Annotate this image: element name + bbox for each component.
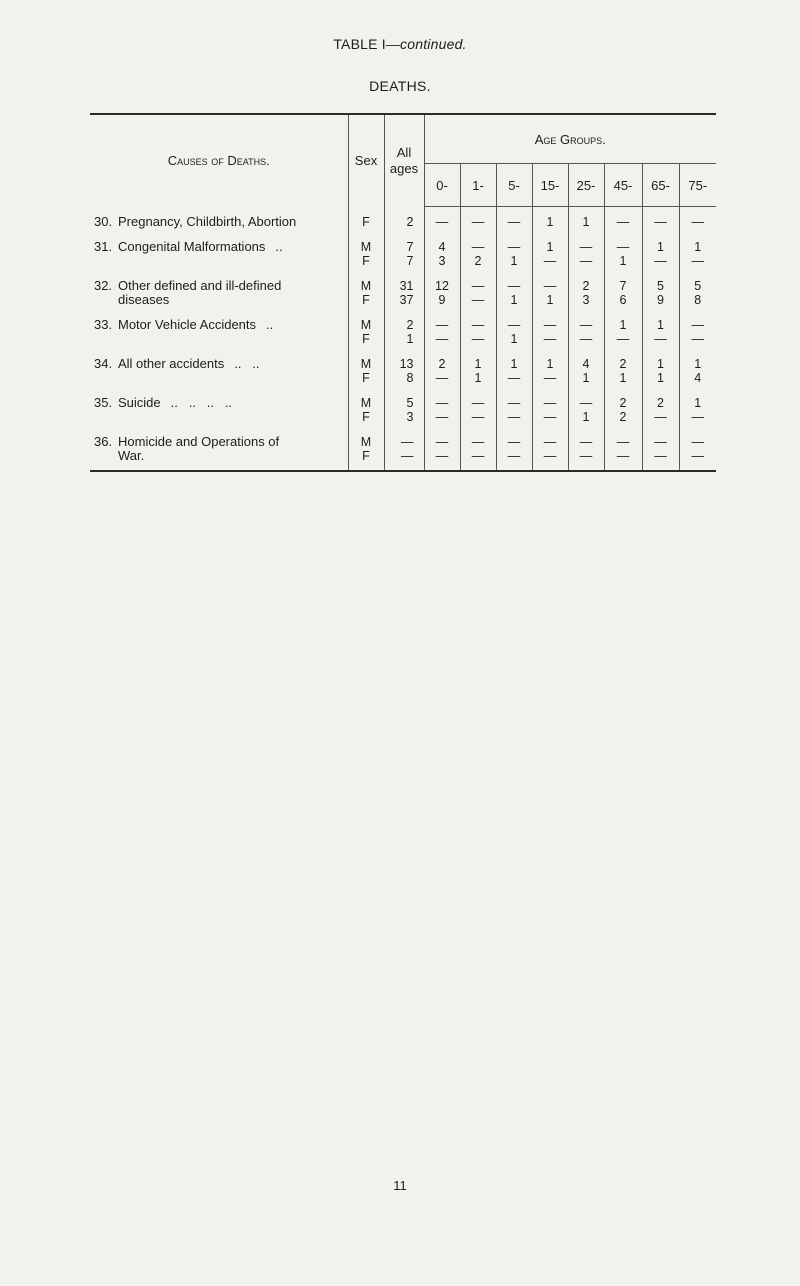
- age-cell: 3: [568, 293, 604, 308]
- age-cell: 6: [604, 293, 642, 308]
- age-cell: 1: [496, 254, 532, 269]
- all-ages-cell: 1: [384, 332, 424, 347]
- age-cell: —: [532, 435, 568, 450]
- table-row: [90, 371, 716, 386]
- spacer-cell: [679, 269, 716, 279]
- age-cell: 1: [694, 395, 702, 410]
- sex-cell: F: [348, 254, 384, 269]
- age-cell: —: [460, 396, 496, 411]
- age-cell: —: [691, 410, 704, 424]
- page-number: 11: [393, 1178, 407, 1193]
- spacer-cell: [384, 230, 424, 240]
- age-cell: —: [691, 332, 704, 346]
- age-cell: —: [424, 332, 460, 347]
- age-cell: 9: [424, 293, 460, 308]
- age-cell: —: [532, 318, 568, 333]
- age-cell: 2: [424, 357, 460, 372]
- spacer-cell: [568, 347, 604, 357]
- age-cell: 1: [496, 357, 532, 372]
- table-row: [90, 410, 716, 425]
- sex-cell: F: [348, 449, 384, 471]
- spacer-cell: [460, 230, 496, 240]
- spacer-cell: [384, 269, 424, 279]
- table-row: [90, 279, 716, 294]
- age-cell: —: [532, 371, 568, 386]
- age-cell: —: [460, 279, 496, 294]
- age-cell: 1: [568, 410, 604, 425]
- age-cell: 1: [568, 207, 604, 230]
- age-cell: —: [642, 332, 679, 347]
- header-age-2: 5-: [496, 164, 532, 207]
- cause-cell: [90, 207, 348, 230]
- cause-cell: [90, 371, 348, 386]
- spacer-cell: [348, 308, 384, 318]
- sex-cell: F: [348, 293, 384, 308]
- spacer-cell: [496, 308, 532, 318]
- sex-cell: F: [348, 371, 384, 386]
- age-cell: 9: [642, 293, 679, 308]
- cause-cell: [90, 357, 348, 372]
- age-cell: —: [532, 332, 568, 347]
- age-cell: 8: [694, 293, 702, 307]
- spacer-cell: [532, 269, 568, 279]
- spacer-cell: [348, 269, 384, 279]
- spacer-cell: [348, 386, 384, 396]
- age-cell: —: [424, 449, 460, 471]
- cause-label: Congenital Malformations: [118, 238, 266, 254]
- age-cell: —: [604, 240, 642, 255]
- age-cell: 2: [568, 279, 604, 294]
- cause-number: 36.: [94, 433, 113, 449]
- table-row: [90, 240, 716, 255]
- table-title: [0, 36, 800, 52]
- cause-number: 34.: [94, 355, 113, 371]
- age-cell: —: [691, 434, 704, 449]
- age-cell: —: [424, 435, 460, 450]
- age-cell: —: [532, 449, 568, 471]
- spacer-cell: [460, 308, 496, 318]
- table-row: [90, 293, 716, 308]
- spacer-cell: [532, 347, 568, 357]
- spacer-cell: [604, 308, 642, 318]
- age-cell: —: [424, 207, 460, 230]
- spacer-cell: [384, 425, 424, 435]
- cause-label: Homicide and Operations of: [118, 433, 280, 449]
- spacer-cell: [679, 230, 716, 240]
- spacer-cell: [348, 425, 384, 435]
- sex-cell: M: [348, 318, 384, 333]
- all-ages-cell: 8: [384, 371, 424, 386]
- spacer-cell: [642, 308, 679, 318]
- age-cell: —: [460, 435, 496, 450]
- cause-label: diseases: [118, 292, 170, 307]
- age-cell: 12: [424, 279, 460, 294]
- age-cell: 2: [604, 357, 642, 372]
- age-cell: —: [460, 318, 496, 333]
- spacer-cell: [604, 425, 642, 435]
- age-cell: 4: [424, 240, 460, 255]
- spacer-cell: [604, 347, 642, 357]
- age-cell: —: [460, 240, 496, 255]
- header-age-6: 65-: [642, 164, 679, 207]
- age-cell: 4: [568, 357, 604, 372]
- spacer-cell: [642, 386, 679, 396]
- age-cell: 2: [604, 410, 642, 425]
- age-cell: —: [496, 279, 532, 294]
- age-cell: 1: [532, 357, 568, 372]
- spacer-cell: [460, 347, 496, 357]
- age-cell: 5: [694, 278, 702, 293]
- spacer-cell: [348, 230, 384, 240]
- leader-dots: .. .. .. ..: [170, 394, 233, 410]
- age-cell: —: [691, 215, 704, 229]
- age-cell: —: [642, 410, 679, 425]
- cause-label: Other defined and ill-defined: [118, 277, 282, 293]
- age-cell: —: [532, 279, 568, 294]
- table-title-main: TABLE I: [333, 36, 386, 52]
- age-cell: 1: [496, 332, 532, 347]
- age-cell: —: [424, 396, 460, 411]
- age-cell: —: [568, 332, 604, 347]
- spacer-cell: [642, 347, 679, 357]
- header-age-5: 45-: [604, 164, 642, 207]
- age-cell: —: [604, 435, 642, 450]
- spacer-cell: [496, 230, 532, 240]
- age-cell: —: [604, 449, 642, 471]
- spacer-cell: [532, 386, 568, 396]
- table-row: [90, 254, 716, 269]
- all-ages-cell: —: [384, 435, 424, 450]
- age-cell: —: [568, 254, 604, 269]
- sex-cell: M: [348, 279, 384, 294]
- cause-number: 35.: [94, 394, 113, 410]
- deaths-table: [90, 113, 716, 472]
- table-subtitle: DEATHS.: [369, 78, 431, 94]
- header-causes: Causes of Deaths.: [90, 114, 348, 207]
- age-cell: —: [496, 449, 532, 471]
- spacer-cell: [496, 347, 532, 357]
- all-ages-cell: 7: [384, 254, 424, 269]
- age-cell: —: [424, 371, 460, 386]
- spacer-cell: [424, 425, 460, 435]
- spacer-cell: [604, 230, 642, 240]
- age-cell: 1: [460, 357, 496, 372]
- spacer-cell: [424, 347, 460, 357]
- all-ages-cell: 2: [384, 318, 424, 333]
- spacer-cell: [496, 269, 532, 279]
- age-cell: —: [460, 293, 496, 308]
- age-cell: —: [642, 449, 679, 471]
- row-spacer: [90, 386, 716, 396]
- spacer-cell: [424, 269, 460, 279]
- table-title-suffix: —continued.: [385, 36, 467, 52]
- table-row: [90, 318, 716, 333]
- age-cell: —: [496, 435, 532, 450]
- cause-cell: [90, 410, 348, 425]
- spacer-cell: [424, 308, 460, 318]
- spacer-cell: [384, 347, 424, 357]
- header-all-ages: All ages: [384, 114, 424, 207]
- spacer-cell: [460, 386, 496, 396]
- spacer-cell: [568, 308, 604, 318]
- cause-label: Motor Vehicle Accidents: [118, 316, 257, 332]
- spacer-cell: [679, 308, 716, 318]
- header-age-groups: Age Groups.: [424, 114, 716, 164]
- age-cell: 1: [642, 240, 679, 255]
- age-cell: 1: [532, 207, 568, 230]
- age-cell: —: [460, 332, 496, 347]
- age-cell: 1: [642, 357, 679, 372]
- age-cell: 2: [604, 396, 642, 411]
- age-cell: 4: [694, 371, 702, 385]
- sex-cell: M: [348, 357, 384, 372]
- age-cell: 1: [642, 318, 679, 333]
- cause-label: War.: [118, 448, 145, 463]
- spacer-cell: [568, 386, 604, 396]
- all-ages-cell: 31: [384, 279, 424, 294]
- age-cell: 1: [532, 293, 568, 308]
- age-cell: 1: [604, 254, 642, 269]
- age-cell: —: [604, 207, 642, 230]
- table-row: [90, 207, 716, 230]
- sex-cell: M: [348, 240, 384, 255]
- spacer-cell: [460, 269, 496, 279]
- spacer-cell: [532, 230, 568, 240]
- age-cell: 1: [604, 371, 642, 386]
- all-ages-cell: 3: [384, 410, 424, 425]
- cause-label: Suicide: [118, 394, 161, 410]
- spacer-cell: [604, 386, 642, 396]
- header-age-4: 25-: [568, 164, 604, 207]
- table-row: [90, 449, 716, 471]
- sex-cell: F: [348, 332, 384, 347]
- age-cell: —: [496, 318, 532, 333]
- cause-cell: [90, 449, 348, 471]
- sex-cell: F: [348, 207, 384, 230]
- spacer-cell: [568, 425, 604, 435]
- all-ages-cell: 37: [384, 293, 424, 308]
- leader-dots: ..: [275, 238, 283, 254]
- spacer-cell: [568, 269, 604, 279]
- age-cell: —: [460, 207, 496, 230]
- age-cell: —: [460, 449, 496, 471]
- age-cell: 1: [532, 240, 568, 255]
- cause-cell: [90, 396, 348, 411]
- cause-label: Pregnancy, Childbirth, Abortion: [118, 213, 297, 229]
- spacer-cell: [604, 269, 642, 279]
- leader-dots: .. ..: [234, 355, 260, 371]
- age-cell: —: [568, 435, 604, 450]
- spacer-cell: [679, 425, 716, 435]
- spacer-cell: [424, 386, 460, 396]
- cause-number: 30.: [94, 213, 113, 229]
- age-cell: —: [691, 254, 704, 268]
- age-cell: 1: [496, 293, 532, 308]
- age-cell: —: [460, 410, 496, 425]
- age-cell: —: [679, 449, 716, 471]
- age-cell: —: [424, 318, 460, 333]
- cause-cell: [90, 318, 348, 333]
- age-cell: —: [642, 254, 679, 269]
- age-cell: 1: [604, 318, 642, 333]
- spacer-cell: [642, 230, 679, 240]
- age-cell: 2: [642, 396, 679, 411]
- age-cell: 1: [694, 239, 702, 254]
- age-cell: —: [568, 318, 604, 333]
- sex-cell: M: [348, 396, 384, 411]
- age-cell: —: [496, 240, 532, 255]
- cause-cell: [90, 332, 348, 347]
- cause-cell: [90, 240, 348, 255]
- age-cell: 7: [604, 279, 642, 294]
- age-cell: 5: [642, 279, 679, 294]
- age-cell: 1: [460, 371, 496, 386]
- age-cell: 2: [460, 254, 496, 269]
- age-cell: 3: [424, 254, 460, 269]
- age-cell: 1: [694, 356, 702, 371]
- leader-dots: ..: [266, 316, 274, 332]
- spacer-cell: [424, 230, 460, 240]
- deaths-table-container: [90, 113, 716, 472]
- header-sex: Sex: [348, 114, 384, 207]
- age-cell: —: [496, 410, 532, 425]
- table-row: [90, 332, 716, 347]
- age-cell: —: [568, 240, 604, 255]
- header-age-1: 1-: [460, 164, 496, 207]
- cause-cell: [90, 435, 348, 450]
- age-cell: —: [532, 410, 568, 425]
- age-cell: —: [642, 435, 679, 450]
- cause-number: 33.: [94, 316, 113, 332]
- cause-cell: [90, 279, 348, 294]
- age-cell: —: [496, 371, 532, 386]
- spacer-cell: [568, 230, 604, 240]
- age-cell: —: [424, 410, 460, 425]
- all-ages-cell: 5: [384, 396, 424, 411]
- age-cell: —: [496, 396, 532, 411]
- age-cell: —: [532, 254, 568, 269]
- cause-cell: [90, 293, 348, 308]
- all-ages-cell: 7: [384, 240, 424, 255]
- spacer-cell: [532, 425, 568, 435]
- age-cell: —: [642, 207, 679, 230]
- spacer-cell: [642, 425, 679, 435]
- age-cell: —: [604, 332, 642, 347]
- sex-cell: M: [348, 435, 384, 450]
- age-cell: —: [532, 396, 568, 411]
- spacer-cell: [532, 308, 568, 318]
- age-cell: —: [568, 449, 604, 471]
- spacer-cell: [679, 386, 716, 396]
- sex-cell: F: [348, 410, 384, 425]
- age-cell: 1: [642, 371, 679, 386]
- cause-cell: [90, 254, 348, 269]
- table-row: [90, 357, 716, 372]
- all-ages-cell: —: [384, 449, 424, 471]
- header-age-7: 75-: [679, 164, 716, 207]
- spacer-cell: [348, 347, 384, 357]
- spacer-cell: [496, 425, 532, 435]
- all-ages-cell: 2: [384, 207, 424, 230]
- spacer-cell: [496, 386, 532, 396]
- spacer-cell: [384, 308, 424, 318]
- age-cell: —: [496, 207, 532, 230]
- header-age-0: 0-: [424, 164, 460, 207]
- spacer-cell: [679, 347, 716, 357]
- table-row: [90, 396, 716, 411]
- cause-number: 31.: [94, 238, 113, 254]
- spacer-cell: [460, 425, 496, 435]
- age-cell: —: [568, 396, 604, 411]
- spacer-cell: [384, 386, 424, 396]
- cause-number: 32.: [94, 277, 113, 293]
- spacer-cell: [642, 269, 679, 279]
- cause-label: All other accidents: [118, 355, 225, 371]
- age-cell: 1: [568, 371, 604, 386]
- header-age-3: 15-: [532, 164, 568, 207]
- all-ages-cell: 13: [384, 357, 424, 372]
- table-row: [90, 435, 716, 450]
- age-cell: —: [691, 317, 704, 332]
